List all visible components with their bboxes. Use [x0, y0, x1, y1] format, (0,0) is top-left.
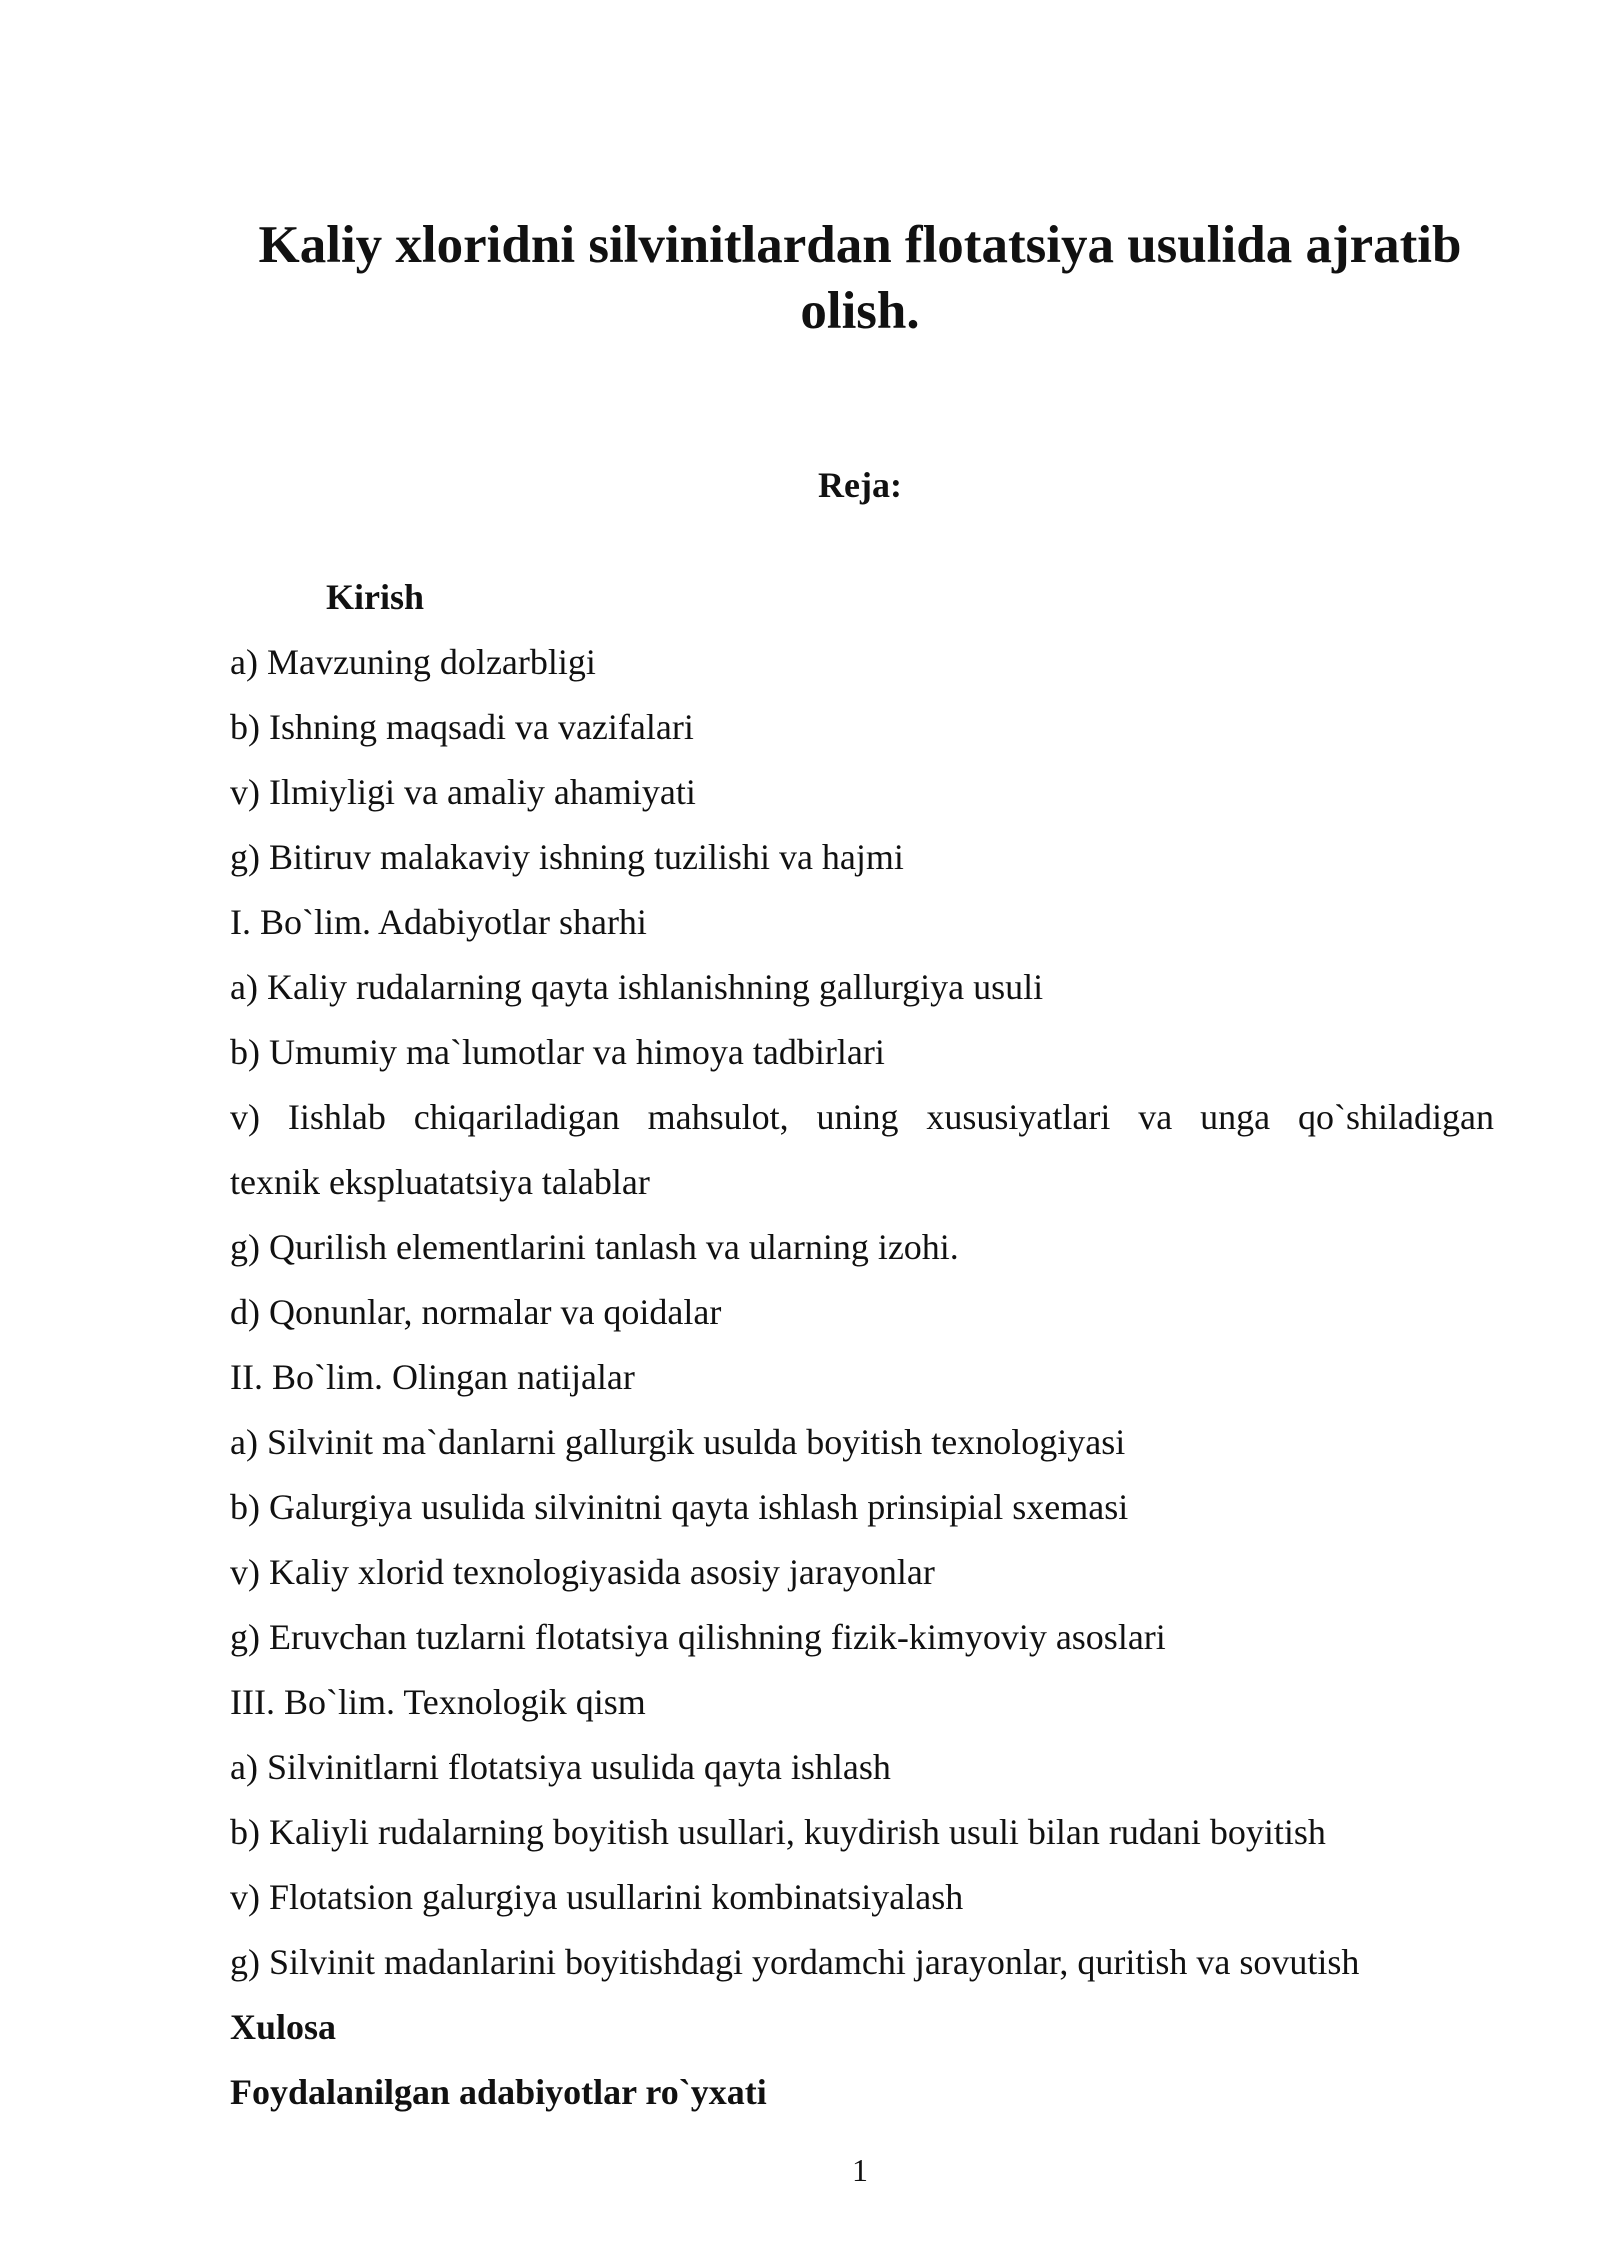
toc-item-xulosa: Xulosa	[230, 2007, 337, 2047]
toc-item: a) Silvinit ma`danlarni gallurgik usulda boyitish texnologiyasi	[230, 1422, 1126, 1462]
toc-item: b) Galurgiya usulida silvinitni qayta ishlash prinsipial sxemasi	[230, 1487, 1129, 1527]
table-of-contents	[230, 565, 1494, 2125]
toc-item-long-line-1: v) Iishlab chiqariladigan mahsulot, uning xususiyatlari va unga qo`shiladigan	[230, 1097, 1494, 1137]
toc-item-references: Foydalanilgan adabiyotlar ro`yxati	[230, 2072, 767, 2112]
plan-heading: Reja:	[818, 465, 902, 505]
toc-item: g) Silvinit madanlarini boyitishdagi yordamchi jarayonlar, quritish va sovutish	[230, 1942, 1360, 1982]
toc-item: d) Qonunlar, normalar va qoidalar	[230, 1292, 722, 1332]
page-number: 1	[852, 2152, 868, 2188]
toc-item: a) Silvinitlarni flotatsiya usulida qayta ishlash	[230, 1747, 891, 1787]
toc-item-kirish: Kirish	[326, 577, 425, 617]
toc-item: v) Flotatsion galurgiya usullarini kombinatsiyalash	[230, 1877, 964, 1917]
toc-item: a) Kaliy rudalarning qayta ishlanishning gallurgiya usuli	[230, 967, 1044, 1007]
toc-item: v) Ilmiyligi va amaliy ahamiyati	[230, 772, 696, 812]
toc-item-long-line-2: texnik ekspluatatsiya talablar	[230, 1162, 650, 1202]
toc-item: g) Eruvchan tuzlarni flotatsiya qilishning fizik-kimyoviy asoslari	[230, 1617, 1166, 1657]
toc-item: b) Umumiy ma`lumotlar va himoya tadbirlari	[230, 1032, 885, 1072]
toc-item: v) Kaliy xlorid texnologiyasida asosiy jarayonlar	[230, 1552, 935, 1592]
toc-section-3: III. Bo`lim. Texnologik qism	[230, 1682, 646, 1722]
toc-item: g) Qurilish elementlarini tanlash va ularning izohi.	[230, 1227, 959, 1267]
toc-item: b) Kaliyli rudalarning boyitish usullari, kuydirish usuli bilan rudani boyitish	[230, 1812, 1326, 1852]
toc-section-1: I. Bo`lim. Adabiyotlar sharhi	[230, 902, 647, 942]
toc-item: g) Bitiruv malakaviy ishning tuzilishi va hajmi	[230, 837, 904, 877]
toc-item: b) Ishning maqsadi va vazifalari	[230, 707, 694, 747]
document-title: Kaliy xloridni silvinitlardan flotatsiya usulida ajratib olish.	[258, 216, 1462, 340]
toc-section-2: II. Bo`lim. Olingan natijalar	[230, 1357, 635, 1397]
toc-item: a) Mavzuning dolzarbligi	[230, 642, 596, 682]
